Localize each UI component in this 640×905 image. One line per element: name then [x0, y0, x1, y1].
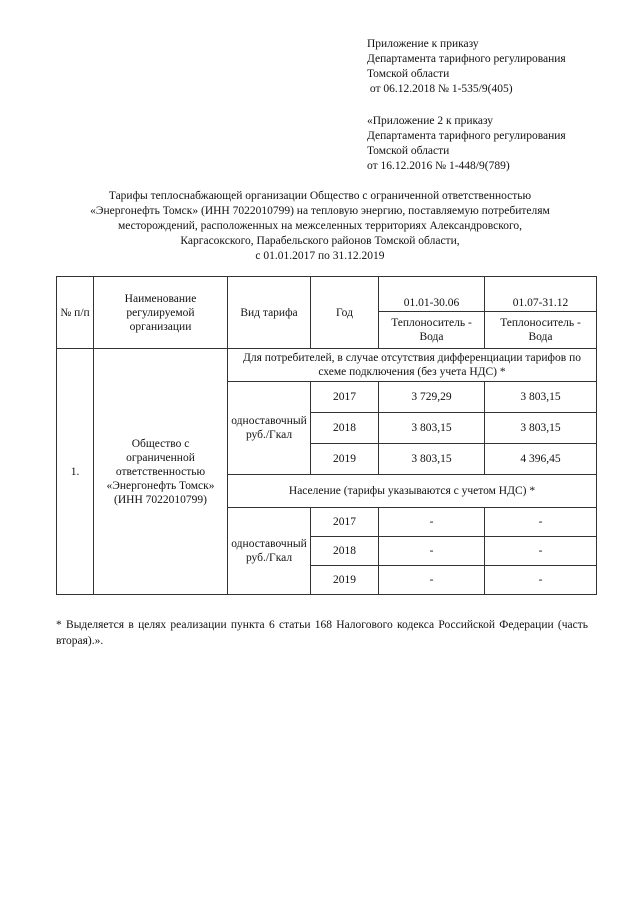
appendix-line: Томской области — [367, 68, 450, 80]
appendix-current-header — [367, 37, 566, 97]
tariff-value-cell: 3 729,29 — [379, 382, 485, 413]
document-title — [40, 189, 600, 264]
tariff-type-cell: одноставочный руб./Гкал — [228, 508, 311, 595]
header-medium-second-half: Теплоноситель - Вода — [485, 312, 597, 349]
appendix-line: от 16.12.2016 № 1-448/9(789) — [367, 160, 510, 172]
tariff-value-cell: 4 396,45 — [485, 444, 597, 475]
tariff-value-cell: - — [485, 508, 597, 537]
row-number: 1. — [57, 349, 94, 595]
title-line: Тарифы теплоснабжающей организации Общество с ограниченной ответственностью — [108, 190, 532, 202]
header-tariff-type: Вид тарифа — [228, 277, 311, 349]
appendix-line: «Приложение 2 к приказу — [367, 115, 494, 127]
header-period-second-half: 01.07-31.12 — [485, 277, 597, 312]
appendix-line: Томской области — [367, 145, 450, 157]
tariff-table — [56, 276, 597, 595]
year-cell: 2019 — [311, 444, 379, 475]
tariff-value-cell: - — [379, 566, 485, 595]
tariff-value-cell: - — [485, 537, 597, 566]
appendix-line: Департамента тарифного регулирования — [367, 53, 566, 65]
header-organization: Наименование регулируемой организации — [94, 277, 228, 349]
header-period-first-half: 01.01-30.06 — [379, 277, 485, 312]
tariff-value-cell: 3 803,15 — [379, 413, 485, 444]
title-line: с 01.01.2017 по 31.12.2019 — [255, 250, 385, 262]
header-year: Год — [311, 277, 379, 349]
year-cell: 2018 — [311, 537, 379, 566]
section-heading-consumers: Для потребителей, в случае отсутствия дифференциации тарифов по схеме подключения (без учета НДС) * — [228, 349, 597, 382]
title-line: «Энергонефть Томск» (ИНН 7022010799) на тепловую энергию, поставляемую потребителям — [90, 205, 550, 217]
header-medium-first-half: Теплоноситель - Вода — [379, 312, 485, 349]
section-heading-population: Население (тарифы указываются с учетом НДС) * — [228, 475, 597, 508]
section-heading-row — [57, 349, 597, 382]
appendix-line: Приложение к приказу — [367, 38, 479, 50]
table-header-row — [57, 277, 597, 312]
footnote: * Выделяется в целях реализации пункта 6 статьи 168 Налогового кодекса Российской Федерации (часть вторая).». — [56, 619, 588, 647]
year-cell: 2019 — [311, 566, 379, 595]
header-number: № п/п — [57, 277, 94, 349]
tariff-type-cell: одноставочный руб./Гкал — [228, 382, 311, 475]
tariff-value-cell: - — [485, 566, 597, 595]
title-line: месторождений, расположенных на межселенных территориях Александровского, — [117, 220, 523, 232]
organization-name: Общество с ограниченной ответственностью «Энергонефть Томск» (ИНН 7022010799) — [94, 349, 228, 595]
appendix-previous-header — [367, 114, 566, 174]
year-cell: 2018 — [311, 413, 379, 444]
appendix-line: Департамента тарифного регулирования — [367, 130, 566, 142]
tariff-value-cell: 3 803,15 — [485, 413, 597, 444]
appendix-line: от 06.12.2018 № 1-535/9(405) — [367, 83, 513, 95]
year-cell: 2017 — [311, 508, 379, 537]
tariff-value-cell: 3 803,15 — [379, 444, 485, 475]
title-line: Каргасокского, Парабельского районов Томской области, — [180, 235, 460, 247]
tariff-value-cell: - — [379, 537, 485, 566]
tariff-value-cell: 3 803,15 — [485, 382, 597, 413]
tariff-value-cell: - — [379, 508, 485, 537]
year-cell: 2017 — [311, 382, 379, 413]
